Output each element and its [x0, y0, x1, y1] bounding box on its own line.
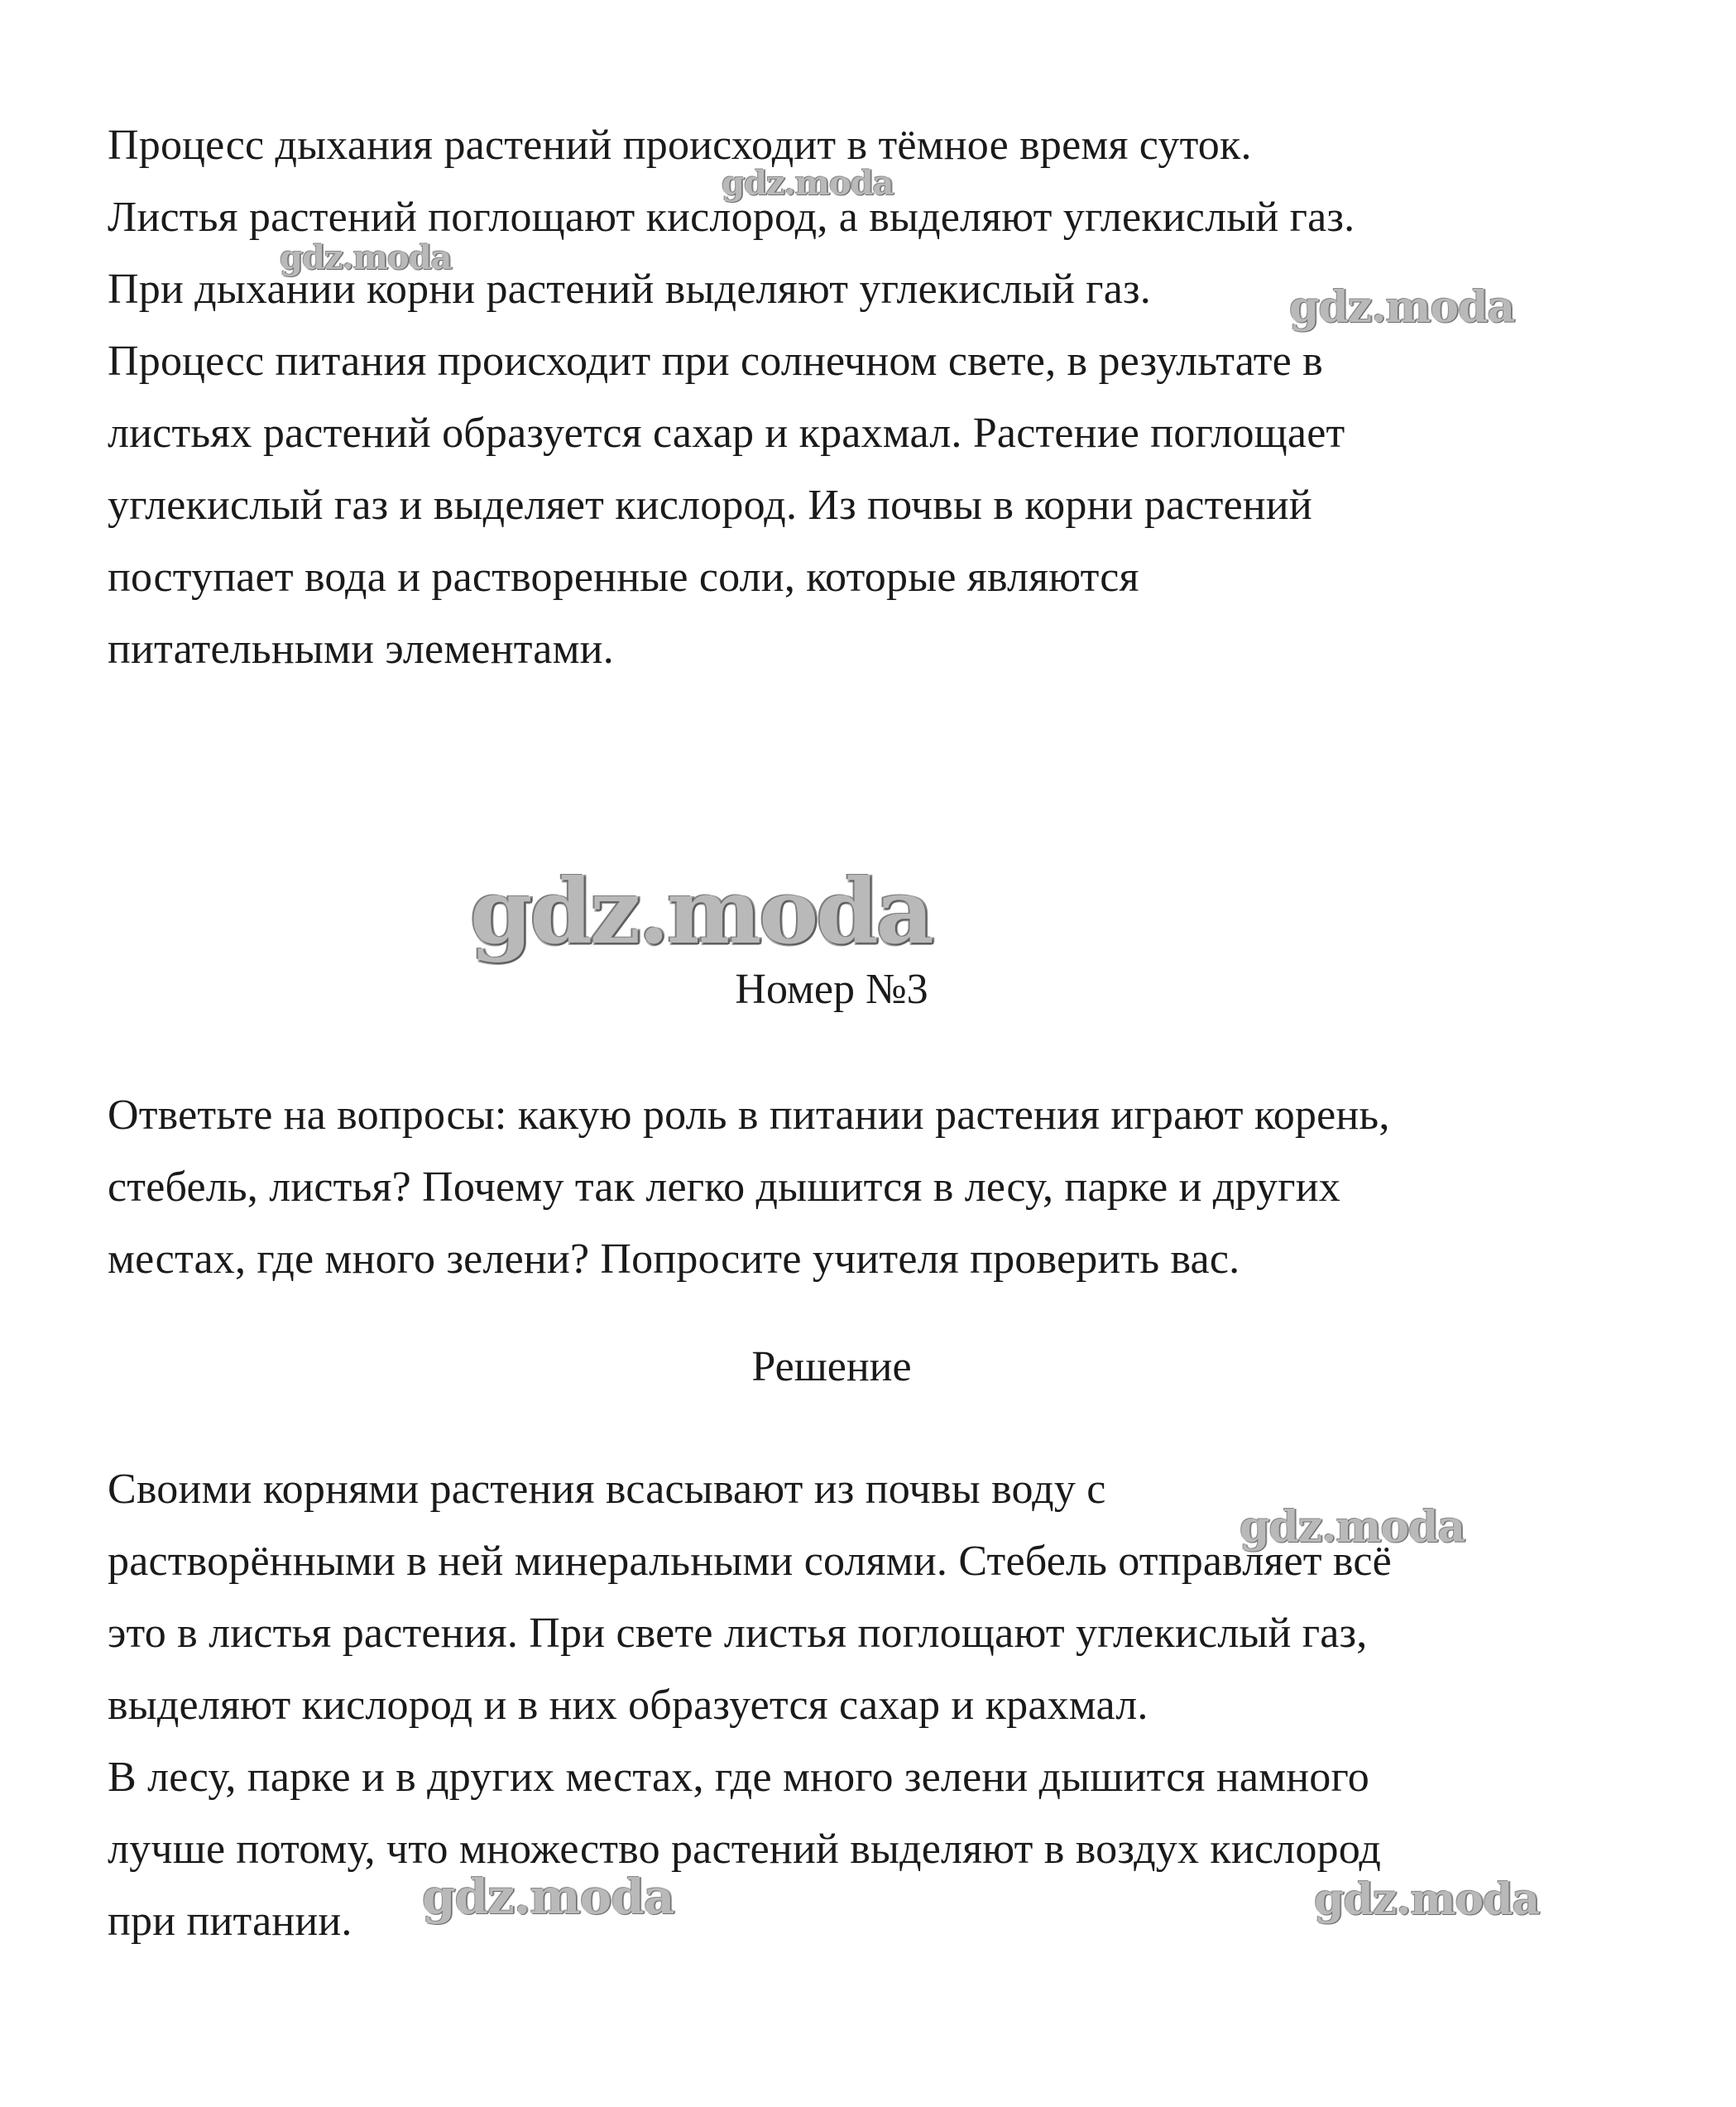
solution-line: при питании.	[108, 1898, 352, 1945]
text-line: углекислый газ и выделяет кислород. Из почвы в корни растений	[108, 482, 1312, 529]
text-line: При дыхании корни растений выделяют углекислый газ.	[108, 266, 1151, 313]
solution-title: Решение	[751, 1343, 912, 1390]
solution-line: Своими корнями растения всасывают из почвы воду с	[108, 1466, 1106, 1513]
question-line: местах, где много зелени? Попросите учителя проверить вас.	[108, 1236, 1240, 1283]
solution-line: это в листья растения. При свете листья поглощают углекислый газ,	[108, 1610, 1368, 1657]
question-line: стебель, листья? Почему так легко дышится в лесу, парке и других	[108, 1164, 1340, 1211]
text-line: питательными элементами.	[108, 626, 614, 673]
text-line: поступает вода и растворенные соли, которые являются	[108, 554, 1139, 601]
text-line: Листья растений поглощают кислород, а выделяют углекислый газ.	[108, 194, 1355, 241]
watermark-logo-large: gdz.moda	[470, 860, 932, 964]
text-line: Процесс дыхания растений происходит в тёмное время суток.	[108, 122, 1252, 169]
watermark-logo: gdz.moda	[1240, 1502, 1465, 1553]
task-number-heading: Номер №3	[735, 966, 928, 1013]
solution-line: лучше потому, что множество растений выделяют в воздух кислород	[108, 1826, 1382, 1873]
solution-line: В лесу, парке и в других местах, где много зелени дышится намного	[108, 1754, 1369, 1801]
solution-line: выделяют кислород и в них образуется сахар и крахмал.	[108, 1682, 1149, 1729]
watermark-logo: gdz.moda	[1289, 282, 1515, 333]
question-line: Ответьте на вопросы: какую роль в питании растения играют корень,	[108, 1092, 1390, 1139]
watermark-logo: gdz.moda	[280, 238, 452, 277]
text-line: Процесс питания происходит при солнечном свете, в результате в	[108, 338, 1323, 385]
text-line: листьях растений образуется сахар и крахмал. Растение поглощает	[108, 410, 1345, 457]
watermark-logo: gdz.moda	[1314, 1874, 1540, 1925]
solution-line: растворёнными в ней минеральными солями. Стебель отправляет всё	[108, 1538, 1392, 1585]
watermark-logo: gdz.moda	[422, 1869, 674, 1925]
watermark-logo: gdz.moda	[722, 164, 894, 203]
